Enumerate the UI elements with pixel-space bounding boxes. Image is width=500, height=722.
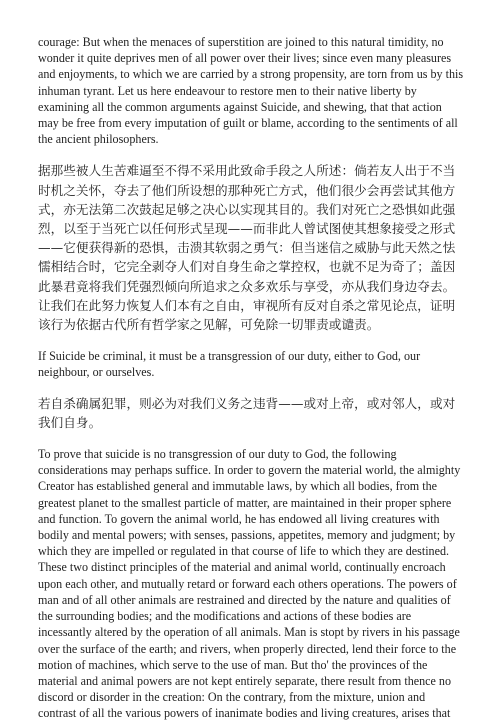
paragraph-english-2: If Suicide be criminal, it must be a transgression of our duty, either to God, our neighbour, or ourselves. bbox=[38, 349, 421, 380]
document-page bbox=[38, 34, 464, 722]
paragraph-english-3: To prove that suicide is no transgression of our duty to God, the following considerations may perhaps suffice. In order to govern the material world, the almighty Creator has established general and immutable laws, by which all bodies, from the greatest planet to the smallest particle of matter, are maintained in their proper sphere and function. To govern the animal world, he has endowed all living creatures with bodily and mental powers; with senses, passions, appetites, memory and judgment; by which they are impelled or regulated in that course of life to which they are destined. These two distinct principles of the material and animal world, continually encroach upon each other, and mutually retard or forward each others operations. The powers of man and of all other animals are restrained and directed by the nature and qualities of the surrounding bodies; and the modifications and actions of these bodies are incessantly altered by the operation of all animals. Man is stopt by rivers in his passage over the surface of the earth; and rivers, when properly directed, lend their force to the motion of machines, which serve to the use of man. But tho' the provinces of the material and animal powers are not kept entirely separate, there result from thence no discord or disorder in the creation: On the contrary, from the mixture, union and contrast of all the various powers of inanimate bodies and living creatures, arises that bbox=[38, 447, 461, 721]
paragraph-chinese-2: 若自杀确属犯罪，则必为对我们义务之违背——或对上帝，或对邻人，或对我们自身。 bbox=[38, 395, 456, 430]
paragraph-chinese-1: 据那些被人生苦难逼至不得不采用此致命手段之人所述：倘若友人出于不当时机之关怀，夺去了他们所设想的那种死亡方式，他们很少会再尝试其他方式，亦无法第二次鼓起足够之决心以实现其目的。我们对死亡之恐惧如此强烈，以至于当死亡以任何形式呈现——而非此人曾试图使其想象接受之形式——它便获得新的恐惧，击溃其软弱之勇气：但当迷信之威胁与此天然之怯懦相结合时，它完全剥夺人们对自身生命之掌控权，也就不足为奇了；盖因此暴君竟将我们凭强烈倾向所追求之众多欢乐与享受，亦从我们身边夺去。让我们在此努力恢复人们本有之自由，审视所有反对自杀之常见论点，证明该行为依据古代所有哲学家之见解，可免除一切罪责或谴责。 bbox=[38, 163, 456, 333]
paragraph-english-1: courage: But when the menaces of superstition are joined to this natural timidity, no wonder it quite deprives men of all power over their lives; since even many pleasures and enjoyments, to which we are carried by a strong propensity, are torn from us by this inhuman tyrant. Let us here endeavour to restore men to their native liberty by examining all the common arguments against Suicide, and shewing, that that action may be free from every imputation of guilt or blame, according to the sentiments of all the ancient philosophers. bbox=[38, 35, 464, 147]
